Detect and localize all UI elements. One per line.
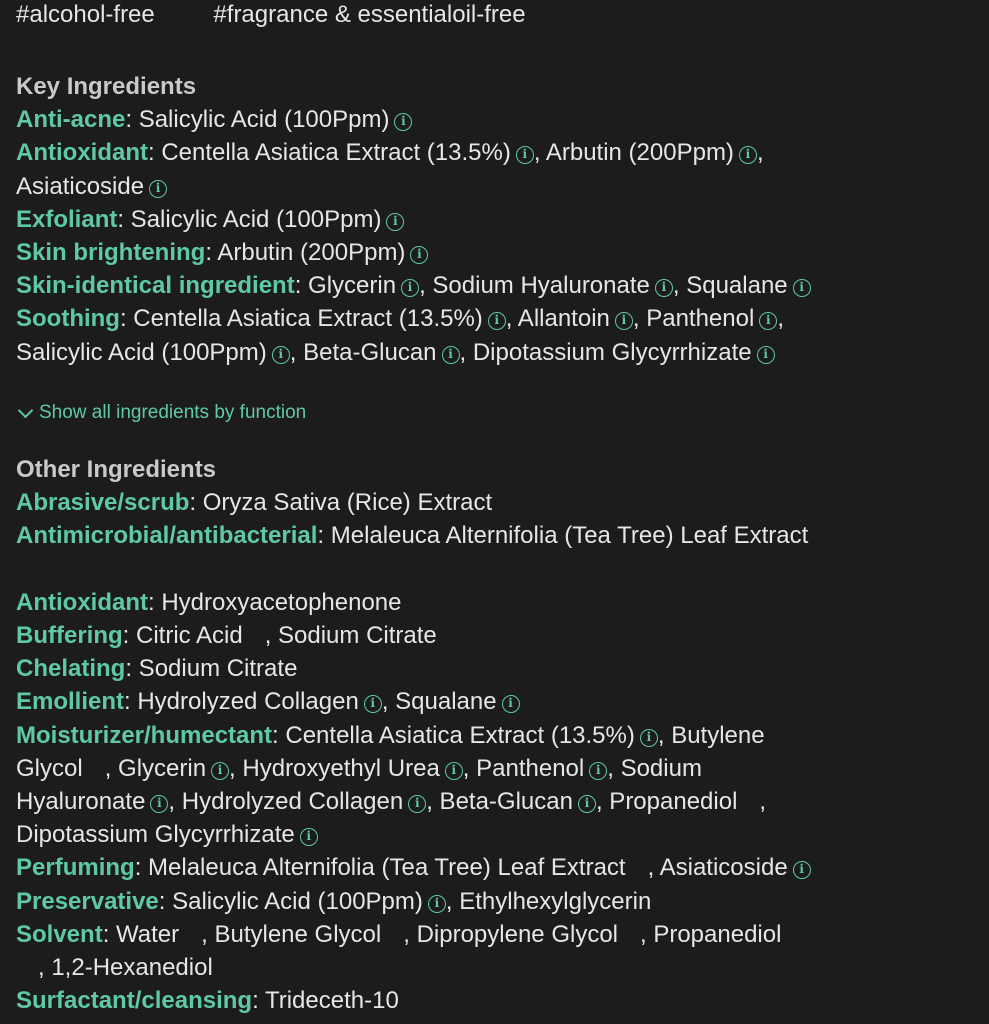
ingredient-text[interactable]: : Hydroxyacetophenone (148, 588, 402, 616)
ingredient-line (16, 236, 973, 269)
info-circle-icon[interactable]: i (428, 895, 446, 913)
ingredient-text[interactable]: : Oryza Sativa (Rice) Extract (189, 489, 493, 517)
ingredient-text[interactable]: : Melaleuca Alternifolia (Tea Tree) Leaf Extract (134, 854, 626, 882)
ingredient-text[interactable]: , Beta-Glucan (289, 338, 437, 366)
ingredient-text[interactable]: , Asiaticoside (647, 854, 788, 882)
ingredient-text[interactable]: , Dipotassium Glycyrrhizate (459, 338, 752, 366)
info-circle-icon[interactable]: i (655, 279, 673, 297)
function-link[interactable]: Perfuming (16, 854, 135, 882)
ingredient-text[interactable]: , (756, 139, 764, 167)
function-link[interactable]: Antioxidant (16, 588, 148, 616)
key-ingredients-heading: Key Ingredients (16, 73, 197, 100)
function-link[interactable]: Abrasive/scrub (16, 489, 190, 517)
ingredient-line (16, 719, 973, 752)
ingredient-line (16, 136, 973, 169)
ingredient-text[interactable]: , Sodium Citrate (264, 622, 437, 650)
info-circle-icon[interactable]: i (150, 795, 168, 813)
ingredient-text[interactable]: , Panthenol (632, 305, 755, 333)
ingredient-line (16, 984, 973, 1017)
ingredient-line (16, 553, 973, 586)
ingredient-text[interactable]: , Butylene Glycol (201, 920, 382, 948)
chevron-down-icon (18, 403, 34, 419)
ingredient-text[interactable]: Salicylic Acid (100Ppm) (16, 338, 267, 366)
ingredient-line (16, 170, 973, 203)
ingredient-text[interactable]: : Citric Acid (122, 622, 243, 650)
info-circle-icon[interactable]: i (640, 729, 658, 747)
ingredient-line (16, 818, 973, 851)
function-link[interactable]: Chelating (16, 655, 126, 683)
other-ingredients-list (16, 486, 973, 1017)
function-link[interactable]: Skin brightening (16, 239, 206, 267)
ingredient-text[interactable]: : Trideceth-10 (252, 987, 399, 1015)
ingredient-text[interactable]: , Beta-Glucan (426, 788, 573, 816)
show-all-label: Show all ingredients by function (39, 402, 307, 423)
ingredient-text[interactable]: , 1,2-Hexanediol (38, 954, 213, 982)
ingredient-text[interactable]: Asiaticoside (16, 172, 145, 200)
info-circle-icon[interactable]: i (759, 312, 777, 330)
ingredient-text[interactable]: , Hydroxyethyl Urea (229, 754, 440, 782)
other-ingredients-section (16, 453, 973, 1017)
ingredient-line (16, 851, 973, 884)
ingredient-line (16, 336, 973, 369)
ingredient-text[interactable]: , Glycerin (104, 754, 207, 782)
info-circle-icon[interactable]: i (300, 828, 318, 846)
info-circle-icon[interactable]: i (386, 213, 404, 231)
ingredient-text[interactable]: : Salicylic Acid (100Ppm) (158, 887, 423, 915)
ingredient-text[interactable]: , Allantoin (505, 305, 610, 333)
ingredient-text[interactable]: , Propanediol (595, 788, 738, 816)
function-link[interactable]: Antioxidant (16, 139, 148, 167)
ingredient-text[interactable]: , Ethylhexylglycerin (445, 887, 652, 915)
ingredient-text[interactable]: : Centella Asiatica Extract (13.5%) (272, 721, 635, 749)
ingredient-text[interactable]: : Sodium Citrate (125, 655, 298, 683)
info-circle-icon[interactable]: i (578, 795, 596, 813)
function-link[interactable]: Antimicrobial/antibacterial (16, 522, 318, 550)
function-link[interactable]: Skin-identical ingredient (16, 272, 295, 300)
info-circle-icon[interactable]: i (272, 346, 290, 364)
ingredient-text[interactable]: , Butylene (657, 721, 765, 749)
info-circle-icon[interactable]: i (502, 695, 520, 713)
ingredient-text[interactable]: , Hydrolyzed Collagen (168, 788, 404, 816)
function-link[interactable]: Solvent (16, 920, 103, 948)
ingredient-text[interactable]: : Centella Asiatica Extract (13.5%) (119, 305, 483, 333)
ingredient-line (16, 885, 973, 918)
key-ingredients-section (16, 70, 973, 369)
ingredient-line (16, 918, 973, 951)
ingredient-text[interactable]: Glycol (16, 754, 83, 782)
ingredient-text[interactable] (16, 556, 23, 583)
ingredient-line (16, 269, 973, 302)
ingredient-text[interactable]: : Salicylic Acid (100Ppm) (125, 106, 390, 134)
info-circle-icon[interactable]: i (364, 695, 382, 713)
ingredient-line (16, 619, 973, 652)
ingredient-text[interactable]: , Sodium Hyaluronate (419, 272, 650, 300)
ingredient-text[interactable]: , Arbutin (200Ppm) (533, 139, 734, 167)
ingredient-text[interactable]: , Dipropylene Glycol (403, 920, 618, 948)
ingredient-text[interactable]: , (777, 305, 784, 333)
info-circle-icon[interactable]: i (394, 113, 412, 131)
ingredient-text[interactable]: , Panthenol (462, 754, 585, 782)
tag-alcohol-free[interactable]: #alcohol-free (16, 1, 155, 28)
key-ingredients-list (16, 103, 973, 369)
info-circle-icon[interactable]: i (488, 312, 506, 330)
ingredient-text[interactable]: : Glycerin (294, 272, 397, 300)
ingredient-line (16, 203, 973, 236)
ingredient-line (16, 586, 973, 619)
ingredient-text[interactable]: , (759, 788, 767, 816)
ingredient-text[interactable]: , Sodium (607, 754, 702, 782)
info-circle-icon[interactable]: i (793, 861, 811, 879)
tag-fragrance-free[interactable]: #fragrance & essentialoil-free (213, 1, 526, 28)
ingredient-line (16, 752, 973, 785)
ingredient-line (16, 302, 973, 335)
info-circle-icon[interactable]: i (410, 246, 428, 264)
function-link[interactable]: Anti-acne (16, 106, 126, 134)
info-circle-icon[interactable]: i (408, 795, 426, 813)
info-circle-icon[interactable]: i (445, 762, 463, 780)
ingredient-text[interactable]: : Water (102, 920, 180, 948)
info-circle-icon[interactable]: i (516, 146, 534, 164)
ingredient-text[interactable]: , Squalane (672, 272, 788, 300)
ingredient-text[interactable]: , Squalane (381, 688, 497, 716)
ingredient-text[interactable]: Hyaluronate (16, 788, 146, 816)
ingredient-text[interactable]: : Salicylic Acid (100Ppm) (117, 205, 382, 233)
ingredient-text[interactable]: : Arbutin (200Ppm) (205, 239, 406, 267)
info-circle-icon[interactable]: i (615, 312, 633, 330)
ingredient-line (16, 785, 973, 818)
function-link[interactable]: Moisturizer/humectant (16, 721, 273, 749)
ingredient-line (16, 486, 973, 519)
function-link[interactable]: Preservative (16, 887, 159, 915)
ingredient-line (16, 519, 973, 552)
ingredient-text[interactable]: Dipotassium Glycyrrhizate (16, 821, 295, 849)
function-link[interactable]: Exfoliant (16, 205, 118, 233)
function-link[interactable]: Emollient (16, 688, 125, 716)
ingredient-text[interactable]: , Propanediol (640, 920, 782, 948)
info-circle-icon[interactable]: i (757, 346, 775, 364)
ingredient-line (16, 103, 973, 136)
ingredient-text[interactable]: : Centella Asiatica Extract (13.5%) (148, 139, 511, 167)
function-link[interactable]: Soothing (16, 305, 120, 333)
other-ingredients-heading: Other Ingredients (16, 456, 217, 483)
info-circle-icon[interactable]: i (442, 346, 460, 364)
ingredient-text[interactable]: : Hydrolyzed Collagen (124, 688, 359, 716)
info-circle-icon[interactable]: i (149, 180, 167, 198)
ingredient-text[interactable]: : Melaleuca Alternifolia (Tea Tree) Leaf Extract (317, 522, 809, 550)
info-circle-icon[interactable]: i (589, 762, 607, 780)
info-circle-icon[interactable]: i (793, 279, 811, 297)
ingredient-line (16, 685, 973, 718)
show-all-ingredients-link[interactable] (16, 398, 306, 428)
info-circle-icon[interactable]: i (211, 762, 229, 780)
function-link[interactable]: Buffering (16, 622, 123, 650)
info-circle-icon[interactable]: i (401, 279, 419, 297)
info-circle-icon[interactable]: i (739, 146, 757, 164)
ingredient-line (16, 652, 973, 685)
function-link[interactable]: Surfactant/cleansing (16, 987, 253, 1015)
ingredient-line (16, 951, 973, 984)
tag-list (16, 0, 578, 31)
